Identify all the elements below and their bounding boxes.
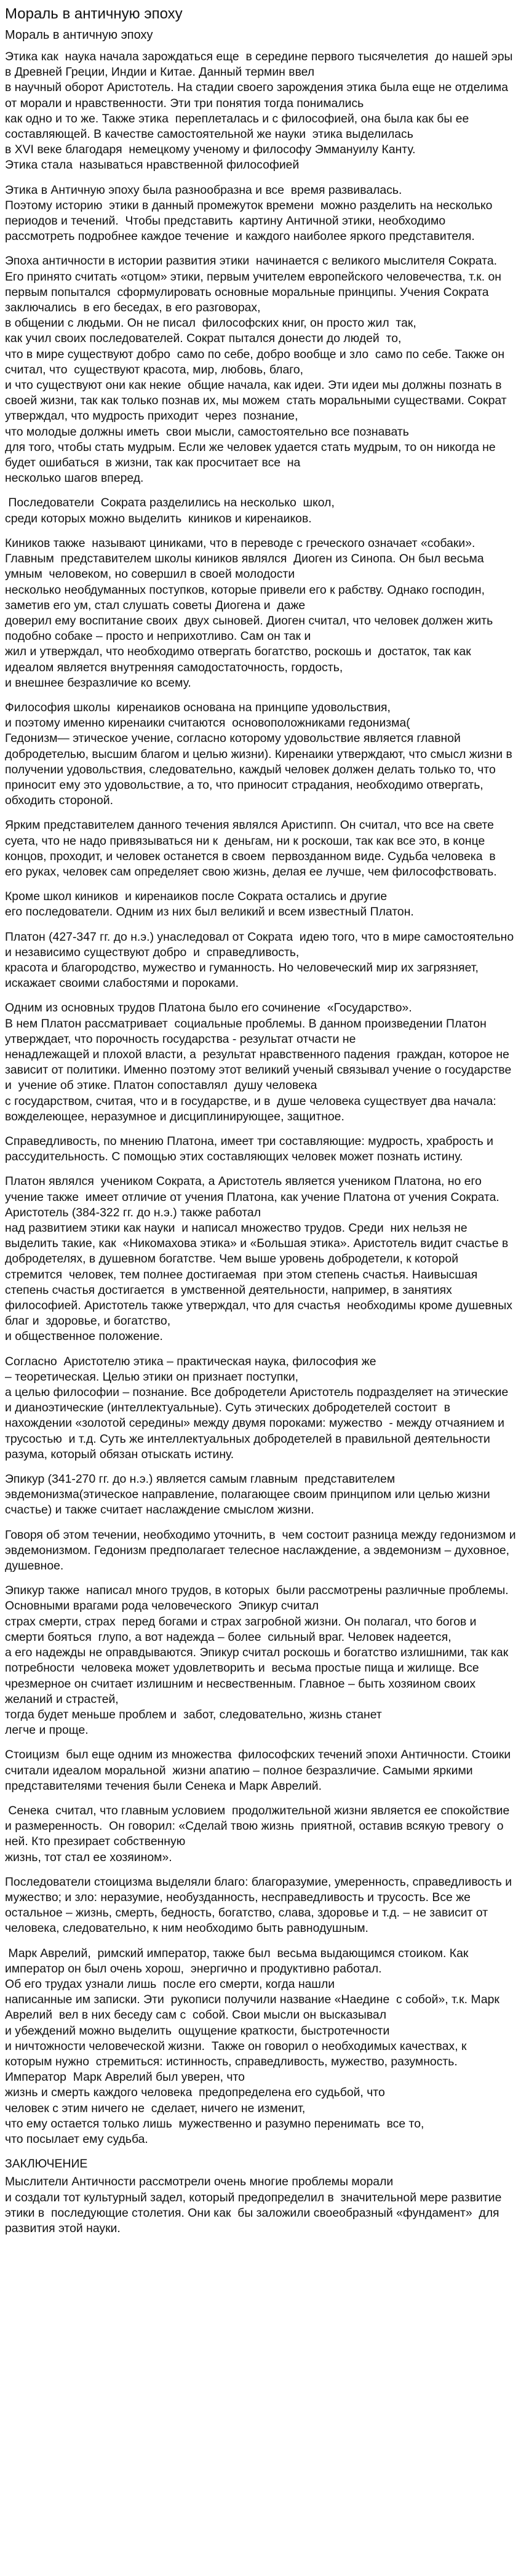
- conclusion-heading: ЗАКЛЮЧЕНИЕ: [5, 2157, 88, 2171]
- document-subtitle: Мораль в античную эпоху: [5, 28, 153, 42]
- page-title: Мораль в античную эпоху: [5, 6, 183, 22]
- paragraph-aristotle: Платон являлся учеником Сократа, а Аристотель является учеником Платона, но его учение также имеет отличие от учения Платона, как учение Платона от учения Сократа. Аристотель (384-322 гг. до н.э.) также работал над развитием этики как науки и написал множество трудов. Среди них нельзя не выделить такие, как «Никомахова этика» и «Большая этика». Аристотель видит счастье в добродетелях, в душевном богатстве. Чем выше уровень добродетели, к которой стремится человек, тем полнее достигаемая при этом степень счастья. Наивысшая степень счастья достигается в умственной деятельности, например, в занятиях философией. Аристотель также утверждал, что для счастья необходимы кроме душевных благ и здоровье, и богатство, и общественное положение.: [5, 1174, 512, 1344]
- paragraph-marcus-aurelius: Марк Аврелий, римский император, также был весьма выдающимся стоиком. Как император он был очень хорош, энергично и продуктивно работал. Об его трудах узнали лишь после его смерти, когда нашли написанные им записки. Эти рукописи получили название «Наедине с собой», т.к. Марк Аврелий вел в них беседу сам с собой. Свои мысли он высказывал и убеждений можно выделить ощущение краткости, быстротечности и ничтожности человеческой жизни. Также он говорил о необходимых качествах, к которым нужно стремиться: истинность, справедливость, мужество, разумность. Император Марк Аврелий был уверен, что жизнь и смерть каждого человека предопределена его судьбой, что человек с этим ничего не сделает, ничего не изменит, что ему остается только лишь мужественно и разумно перенимать все то, что посылает ему судьба.: [5, 1946, 499, 2146]
- paragraph-followers: Последователи Сократа разделились на несколько школ, среди которых можно выделить киников и киренаиков.: [5, 496, 335, 525]
- paragraph-aristippus: Ярким представителем данного течения являлся Аристипп. Он считал, что все на свете суета, что не надо привязываться ни к деньгам, ни к роскоши, так как все это, в конце концов, проходит, и человек останется в своем первозданном виде. Судьба человека в его руках, человек сам определяет свою жизнь, делая ее лучше, чем философствовать.: [5, 818, 499, 879]
- paragraph-seneca: Сенека считал, что главным условием продолжительной жизни является ее спокойствие и размеренность. Он говорил: «Сделай твою жизнь приятной, оставив всякую тревогу о ней. Кто презирает собственную жизнь, тот стал ее хозяином».: [5, 1803, 510, 1864]
- paragraph-plato: Платон (427-347 гг. до н.э.) унаследовал от Сократа идею того, что в мире самостоятельно и независимо существуют добро и справедливость, красота и благородство, мужество и гуманность. Но человеческий мир их загрязняет, искажает своими слабостями и пороками.: [5, 930, 514, 991]
- paragraph-justice: Справедливость, по мнению Платона, имеет три составляющие: мудрость, храбрость и рассудительность. С помощью этих составляющих человек может познать истину.: [5, 1134, 497, 1164]
- paragraph-epicurus-works: Эпикур также написал много трудов, в которых были рассмотрены различные проблемы. Основными врагами рода человеческого Эпикур считал страх смерти, страх перед богами и страх загробной жизни. Он полагал, что богов и смерти бояться глупо, а вот надежда – более сильный враг. Человек надеется, а его надежды не оправдываются. Эпикур считал роскошь и богатство излишними, так как потребности человека может удовлетворить и весьма простые пища и жилище. Все чрезмерное он считает излишним и несвественным. Главное – быть хозяином своих желаний и страстей, тогда будет меньше проблем и забот, следовательно, жизнь станет легче и проще.: [5, 1584, 509, 1737]
- paragraph-socrates: Эпоха античности в истории развития этики начинается с великого мыслителя Сократа. Его принято считать «отцом» этики, первым учителем европейского человечества, т.к. он первым попытался сформулировать основные моральные принципы. Учения Сократа заключались в его беседах, в его разговорах, в общении с людьми. Он не писал философских книг, он просто жил так, как учил своих последователей. Сократ пытался донести до людей то, что в мире существуют добро само по себе, добро вообще и зло само по себе. Также он считал, что существуют красота, мир, любовь, благо, и что существуют они как некие общие начала, как идеи. Эти идеи мы должны познать в своей жизни, так как только познав их, мы можем стать моральными существами. Сократ утверждал, что мудрость приходит через познание, что молодые должны иметь свои мысли, самостоятельно все познавать для того, чтобы стать мудрым. Если же человек удается стать мудрым, то он никогда не будет ошибаться в жизни, так как просчитает все на несколько шагов вперед.: [5, 254, 507, 485]
- paragraph-conclusion: Мыслители Античности рассмотрели очень многие проблемы морали и создали тот культурный задел, который предопределил в значительной мере развитие этики в последующие столетия. Они как бы заложили своеобразный «фундамент» для развития этой науки.: [5, 2175, 502, 2235]
- paragraph-stoic-virtues: Последователи стоицизма выделяли благо: благоразумие, умеренность, справедливость и мужество; и зло: неразумие, необузданность, несправедливость и трусость. Все же остальное – жизнь, смерть, бедность, богатство, слава, здоровье и т.д. – не зависит от человека, следовательно, к ним необходимо быть равнодушным.: [5, 1875, 515, 1936]
- paragraph-stoicism: Стоицизм был еще одним из множества философских течений эпохи Античности. Стоики считали идеалом моральной жизни апатию – полное безразличие. Самыми яркими представителями течения были Сенека и Марк Аврелий.: [5, 1748, 514, 1793]
- paragraph-republic: Одним из основных трудов Платона было его сочинение «Государство». В нем Платон рассматривает социальные проблемы. В данном произведении Платон утверждает, что порочность государства - результат отчасти не ненадлежащей и плохой власти, а результат нравственного падения граждан, которое не зависит от политики. Именно поэтому этот великий ученый связывал учение о государстве и учение об этике. Платон сопоставлял душу человека с государством, считая, что и в государстве, и в душе человека существует два начала: вожделеющее, неразумное и дисциплинирующее, защитное.: [5, 1001, 512, 1123]
- paragraph-aristotle-ethics: Согласно Аристотелю этика – практическая наука, философия же – теоретическая. Целью этики он признает поступки, а целью философии – познание. Все добродетели Аристотель подразделяет на этические и дианоэтические (интеллектуальные). Суть этических добродетелей состоит в нахождении «золотой середины» между двумя пороками: мужество - между отчаянием и трусостью и т.д. Суть же интеллектуальных добродетелей в правильной деятельности разума, который обязан отыскать истину.: [5, 1354, 509, 1461]
- paragraph-other-followers: Кроме школ киников и киренаиков после Сократа остались и другие его последователи. Одним из них был великий и всем известный Платон.: [5, 890, 414, 919]
- paragraph-hedonism-eudemonism: Говоря об этом течении, необходимо уточнить, в чем состоит разница между гедонизмом и эвдемонизмом. Гедонизм предполагает телесное наслаждение, а эвдемонизм – духовное, душевное.: [5, 1528, 519, 1573]
- paragraph-epicurus: Эпикур (341-270 гг. до н.э.) является самым главным представителем эвдемонизма(этическое направление, полагающее своим принципом или целью жизни счастье) и также считает наслаждение смыслом жизни.: [5, 1472, 494, 1517]
- paragraph-cyrenaics: Философия школы киренаиков основана на принципе удовольствия, и поэтому именно киренаики считаются основоположниками гедонизма( Гедонизм— этическое учение, согласно которому удовольствие является главной добродетелью, высшим благом и целью жизни). Киренаики утверждают, что смысл жизни в получении удовольствия, следовательно, каждый человек должен делать только то, что приносит ему это удовольствие, а то, что приносит страдания, необходимо отвергать, обходить стороной.: [5, 700, 512, 808]
- paragraph-intro: Этика как наука начала зарождаться еще в середине первого тысячелетия до нашей эры в Древней Греции, Индии и Китае. Данный термин ввел в научный оборот Аристотель. На стадии своего зарождения этика была еще не отделима от морали и нравственности. Эти три понятия тогда понимались как одно и то же. Также этика переплеталась и с философией, она была как бы ее составляющей. В качестве самостоятельной же науки этика выделилась в XVI веке благодаря немецкому ученому и философу Эммануилу Канту. Этика стала называться нравственной философией: [5, 50, 513, 172]
- paragraph-periods: Этика в Античную эпоху была разнообразна и все время развивалась. Поэтому историю этики в данный промежуток времени можно разделить на несколько периодов и течений. Чтобы представить картину Античной этики, необходимо рассмотреть подробнее каждое течение и каждого наиболее яркого представителя.: [5, 183, 493, 244]
- paragraph-cynics: Киников также называют циниками, что в переводе с греческого означает «собаки». Главным представителем школы киников являлся Диоген из Синопа. Он был весьма умным человеком, но совершил в своей молодости несколько необдуманных поступков, которые привели его к рабству. Однако господин, заметив его ум, стал слушать советы Диогена и даже доверил ему воспитание своих двух сыновей. Диоген считал, что человек должен жить подобно собаке – просто и неприхотливо. Сам он так и жил и утверждал, что необходимо отвергать богатство, роскошь и достаток, так как идеалом является внутренняя самодостаточность, гордость, и внешнее безразличие ко всему.: [5, 536, 493, 690]
